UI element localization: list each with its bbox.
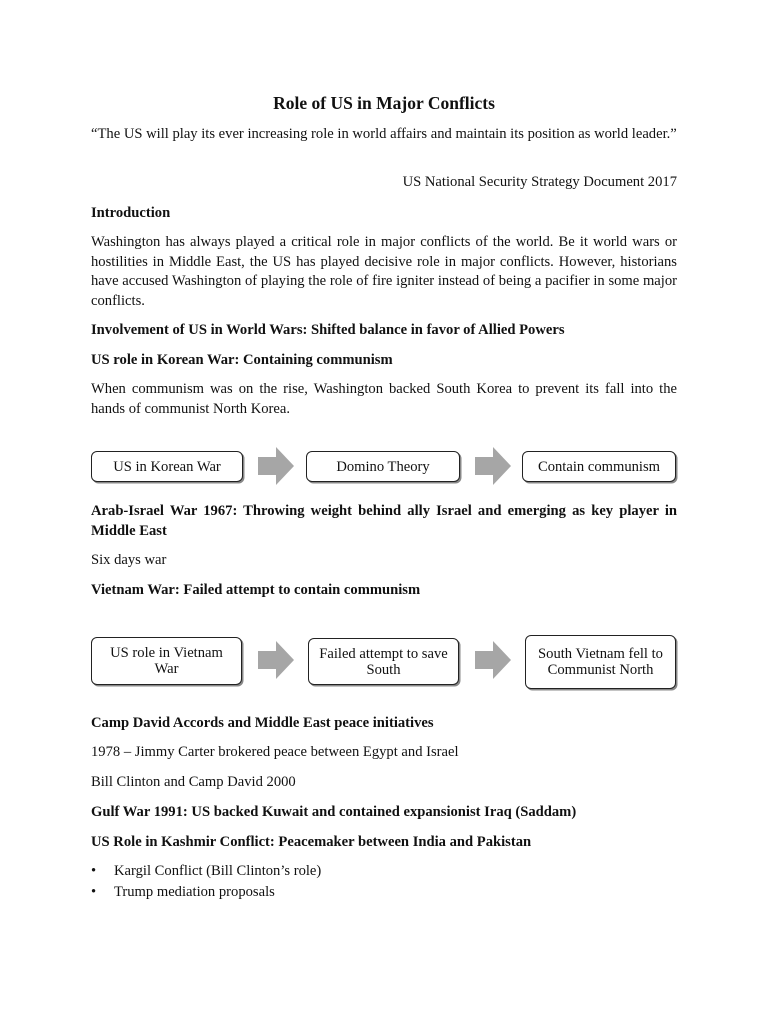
quote-source: US National Security Strategy Document 2017 (402, 174, 677, 190)
list-item-text: Kargil Conflict (Bill Clinton’s role) (114, 863, 322, 879)
flow-arrow-icon (475, 447, 511, 485)
list-item (91, 861, 677, 882)
kashmir-heading: US Role in Kashmir Conflict: Peacemaker between India and Pakistan (91, 834, 532, 850)
flow-box-us-role-in-vietnam-war: US role in Vietnam War (91, 637, 242, 685)
flow-box-us-in-korean-war: US in Korean War (91, 451, 243, 482)
flow-arrow-icon (475, 641, 511, 679)
world-wars-heading: Involvement of US in World Wars: Shifted balance in favor of Allied Powers (91, 322, 565, 338)
bullet-icon: • (91, 884, 97, 900)
camp-david-line-2000: Bill Clinton and Camp David 2000 (91, 774, 296, 790)
introduction-text: Washington has always played a critical role in major conflicts of the world. Be it world wars or hostilities in Middle East, the US has played decisive role in major conflicts. However, historians have accused Washington of playing the role of fire igniter instead of being a pacifier in some major conflicts. (91, 234, 677, 309)
quote-text: “The US will play its ever increasing role in world affairs and maintain its position as world leader.” (91, 126, 677, 142)
flow-box-contain-communism: Contain communism (522, 451, 676, 482)
flow-arrow-icon (258, 641, 294, 679)
list-item-text: Trump mediation proposals (114, 884, 275, 900)
page-title: Role of US in Major Conflicts (273, 93, 495, 113)
camp-david-heading: Camp David Accords and Middle East peace initiatives (91, 715, 434, 731)
korean-war-heading: US role in Korean War: Containing communism (91, 352, 393, 368)
camp-david-line-1978: 1978 – Jimmy Carter brokered peace between Egypt and Israel (91, 744, 459, 760)
vietnam-war-heading: Vietnam War: Failed attempt to contain communism (91, 582, 421, 598)
flow-box-domino-theory: Domino Theory (306, 451, 460, 482)
kashmir-bullet-list (91, 861, 677, 903)
flow-box-south-vietnam-fell: South Vietnam fell to Communist North (525, 635, 676, 689)
arab-israel-text: Six days war (91, 552, 167, 568)
flow-arrow-icon (258, 447, 294, 485)
bullet-icon: • (91, 863, 97, 879)
list-item (91, 882, 677, 903)
gulf-war-heading: Gulf War 1991: US backed Kuwait and contained expansionist Iraq (Saddam) (91, 804, 577, 820)
flow-box-failed-attempt-to-save-south: Failed attempt to save South (308, 638, 459, 685)
arab-israel-heading: Arab-Israel War 1967: Throwing weight behind ally Israel and emerging as key player in Middle East (91, 503, 677, 539)
korean-war-text: When communism was on the rise, Washington backed South Korea to prevent its fall into the hands of communist North Korea. (91, 381, 677, 417)
introduction-heading: Introduction (91, 205, 171, 221)
